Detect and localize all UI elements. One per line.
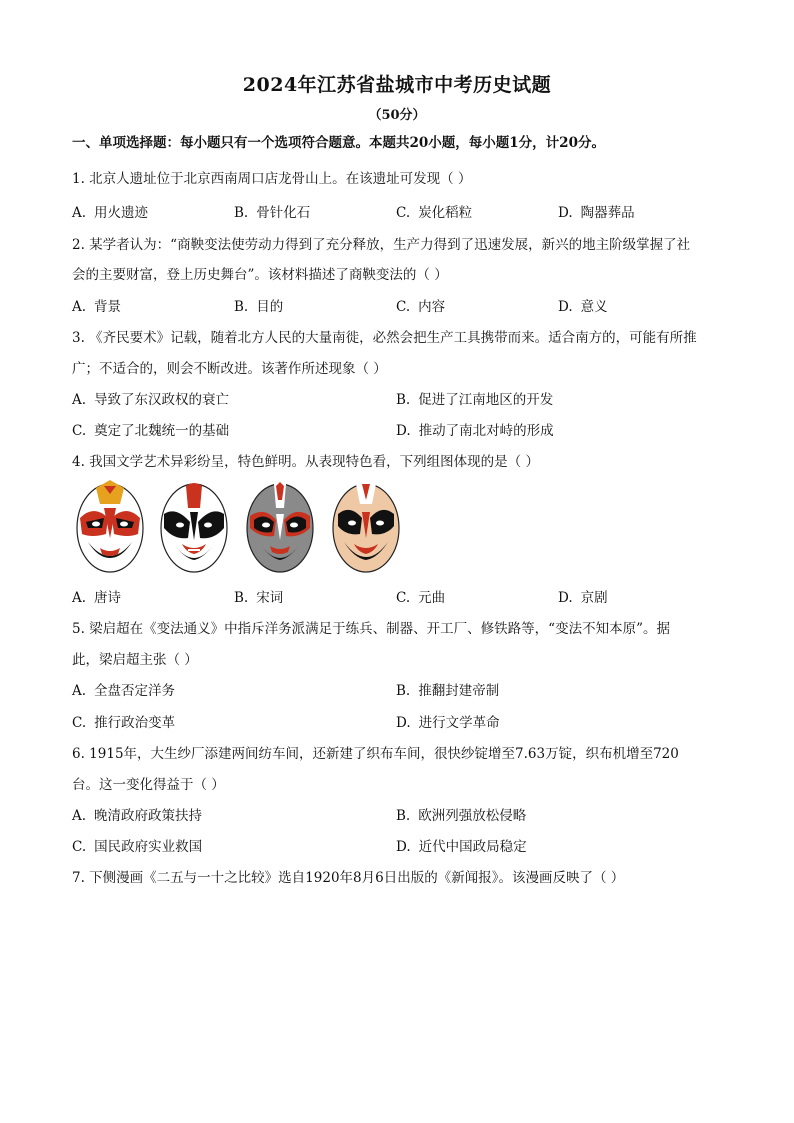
option-letter: B.: [234, 590, 249, 606]
option-text: 欧洲列强放松侵略: [418, 808, 527, 824]
q5-stem-line1: 5. 梁启超在《变法通义》中指斥洋务派满足于练兵、制器、开工厂、修铁路等，“变法不知本原”。据: [72, 621, 670, 637]
option-letter: B.: [396, 392, 411, 408]
q3-option-a[interactable]: [72, 388, 229, 408]
opera-mask-4-image: [330, 478, 402, 574]
q1-option-c[interactable]: [396, 201, 472, 221]
option-letter: D.: [558, 590, 573, 606]
opera-mask-1-image: [74, 478, 146, 574]
q6-option-c[interactable]: [72, 835, 202, 855]
option-letter: C.: [72, 423, 87, 439]
option-letter: C.: [396, 205, 411, 221]
q2-stem-line2: 会的主要财富，登上历史舞台”。该材料描述了商鞅变法的（ ）: [72, 267, 448, 283]
option-letter: B.: [396, 683, 411, 699]
option-letter: C.: [72, 839, 87, 855]
option-letter: C.: [72, 715, 87, 731]
option-letter: A.: [72, 299, 87, 315]
q4-option-c[interactable]: [396, 586, 445, 606]
option-text: 骨针化石: [256, 205, 311, 221]
option-text: 推动了南北对峙的形成: [418, 423, 554, 439]
option-text: 导致了东汉政权的衰亡: [94, 392, 230, 408]
q3-stem-line1: 3. 《齐民要术》记载，随着北方人民的大量南徙，必然会把生产工具携带而来。适合南方的，可能有所推: [72, 330, 697, 346]
q4-option-d[interactable]: [558, 586, 608, 606]
option-text: 晚清政府政策扶持: [94, 808, 203, 824]
option-letter: B.: [234, 205, 249, 221]
q2-option-c[interactable]: [396, 295, 445, 315]
option-text: 背景: [94, 299, 122, 315]
q7-stem: 7. 下侧漫画《二五与一十之比较》选自1920年8月6日出版的《新闻报》。该漫画反映了（ ）: [72, 870, 625, 886]
q4-option-b[interactable]: [234, 586, 283, 606]
option-text: 推行政治变革: [94, 715, 176, 731]
option-text: 促进了江南地区的开发: [418, 392, 554, 408]
option-letter: A.: [72, 392, 87, 408]
q4-stem: 4. 我国文学艺术异彩纷呈，特色鲜明。从表现特色看，下列组图体现的是（ ）: [72, 454, 539, 470]
q2-option-d[interactable]: [558, 295, 608, 315]
q6-option-b[interactable]: [396, 804, 526, 824]
option-text: 炭化稻粒: [418, 205, 473, 221]
option-letter: C.: [396, 299, 411, 315]
option-text: 近代中国政局稳定: [418, 839, 527, 855]
option-text: 陶器葬品: [580, 205, 635, 221]
q1-option-a[interactable]: [72, 201, 148, 221]
option-text: 京剧: [580, 590, 608, 606]
option-letter: C.: [396, 590, 411, 606]
section-heading: 一、单项选择题：每小题只有一个选项符合题意。本题共20小题，每小题1分，计20分。: [72, 135, 605, 151]
q5-option-c[interactable]: [72, 711, 175, 731]
option-text: 宋词: [256, 590, 284, 606]
option-text: 内容: [418, 299, 446, 315]
exam-title: 2024年江苏省盐城市中考历史试题: [242, 74, 552, 96]
option-letter: D.: [396, 839, 411, 855]
option-text: 意义: [580, 299, 608, 315]
q5-stem-line2: 此，梁启超主张（ ）: [72, 652, 198, 668]
option-letter: B.: [234, 299, 249, 315]
q2-option-b[interactable]: [234, 295, 283, 315]
q5-option-d[interactable]: [396, 711, 500, 731]
q3-option-d[interactable]: [396, 419, 554, 439]
option-letter: B.: [396, 808, 411, 824]
option-letter: A.: [72, 205, 87, 221]
q1-option-b[interactable]: [234, 201, 310, 221]
q1-stem: 1. 北京人遗址位于北京西南周口店龙骨山上。在该遗址可发现（ ）: [72, 171, 472, 187]
option-text: 全盘否定洋务: [94, 683, 176, 699]
opera-mask-2-image: [158, 478, 230, 574]
opera-mask-3-image: [244, 478, 316, 574]
option-letter: D.: [396, 715, 411, 731]
option-text: 国民政府实业救国: [94, 839, 203, 855]
q4-option-a[interactable]: [72, 586, 121, 606]
option-text: 奠定了北魏统一的基础: [94, 423, 230, 439]
option-letter: D.: [558, 299, 573, 315]
q5-option-b[interactable]: [396, 679, 499, 699]
q6-stem-line1: 6. 1915年，大生纱厂添建两间纺车间，还新建了织布车间，很快纱锭增至7.63万锭，织布机增至720: [72, 746, 679, 762]
exam-score: （50分）: [368, 108, 426, 123]
option-letter: D.: [396, 423, 411, 439]
option-text: 唐诗: [94, 590, 122, 606]
q1-option-d[interactable]: [558, 201, 635, 221]
option-text: 进行文学革命: [418, 715, 500, 731]
q2-option-a[interactable]: [72, 295, 121, 315]
q6-option-d[interactable]: [396, 835, 527, 855]
q5-option-a[interactable]: [72, 679, 175, 699]
option-text: 元曲: [418, 590, 446, 606]
option-text: 推翻封建帝制: [418, 683, 500, 699]
opera-mask-images: [74, 478, 414, 574]
q2-stem-line1: 2. 某学者认为：“商鞅变法使劳动力得到了充分释放，生产力得到了迅速发展，新兴的地主阶级掌握了社: [72, 237, 691, 253]
option-text: 目的: [256, 299, 284, 315]
option-letter: A.: [72, 808, 87, 824]
q3-option-c[interactable]: [72, 419, 229, 439]
q3-stem-line2: 广；不适合的，则会不断改进。该著作所述现象（ ）: [72, 361, 387, 377]
q3-option-b[interactable]: [396, 388, 553, 408]
q6-stem-line2: 台。这一变化得益于（ ）: [72, 777, 225, 793]
option-letter: A.: [72, 590, 87, 606]
option-text: 用火遗迹: [94, 205, 149, 221]
q6-option-a[interactable]: [72, 804, 202, 824]
option-letter: A.: [72, 683, 87, 699]
option-letter: D.: [558, 205, 573, 221]
